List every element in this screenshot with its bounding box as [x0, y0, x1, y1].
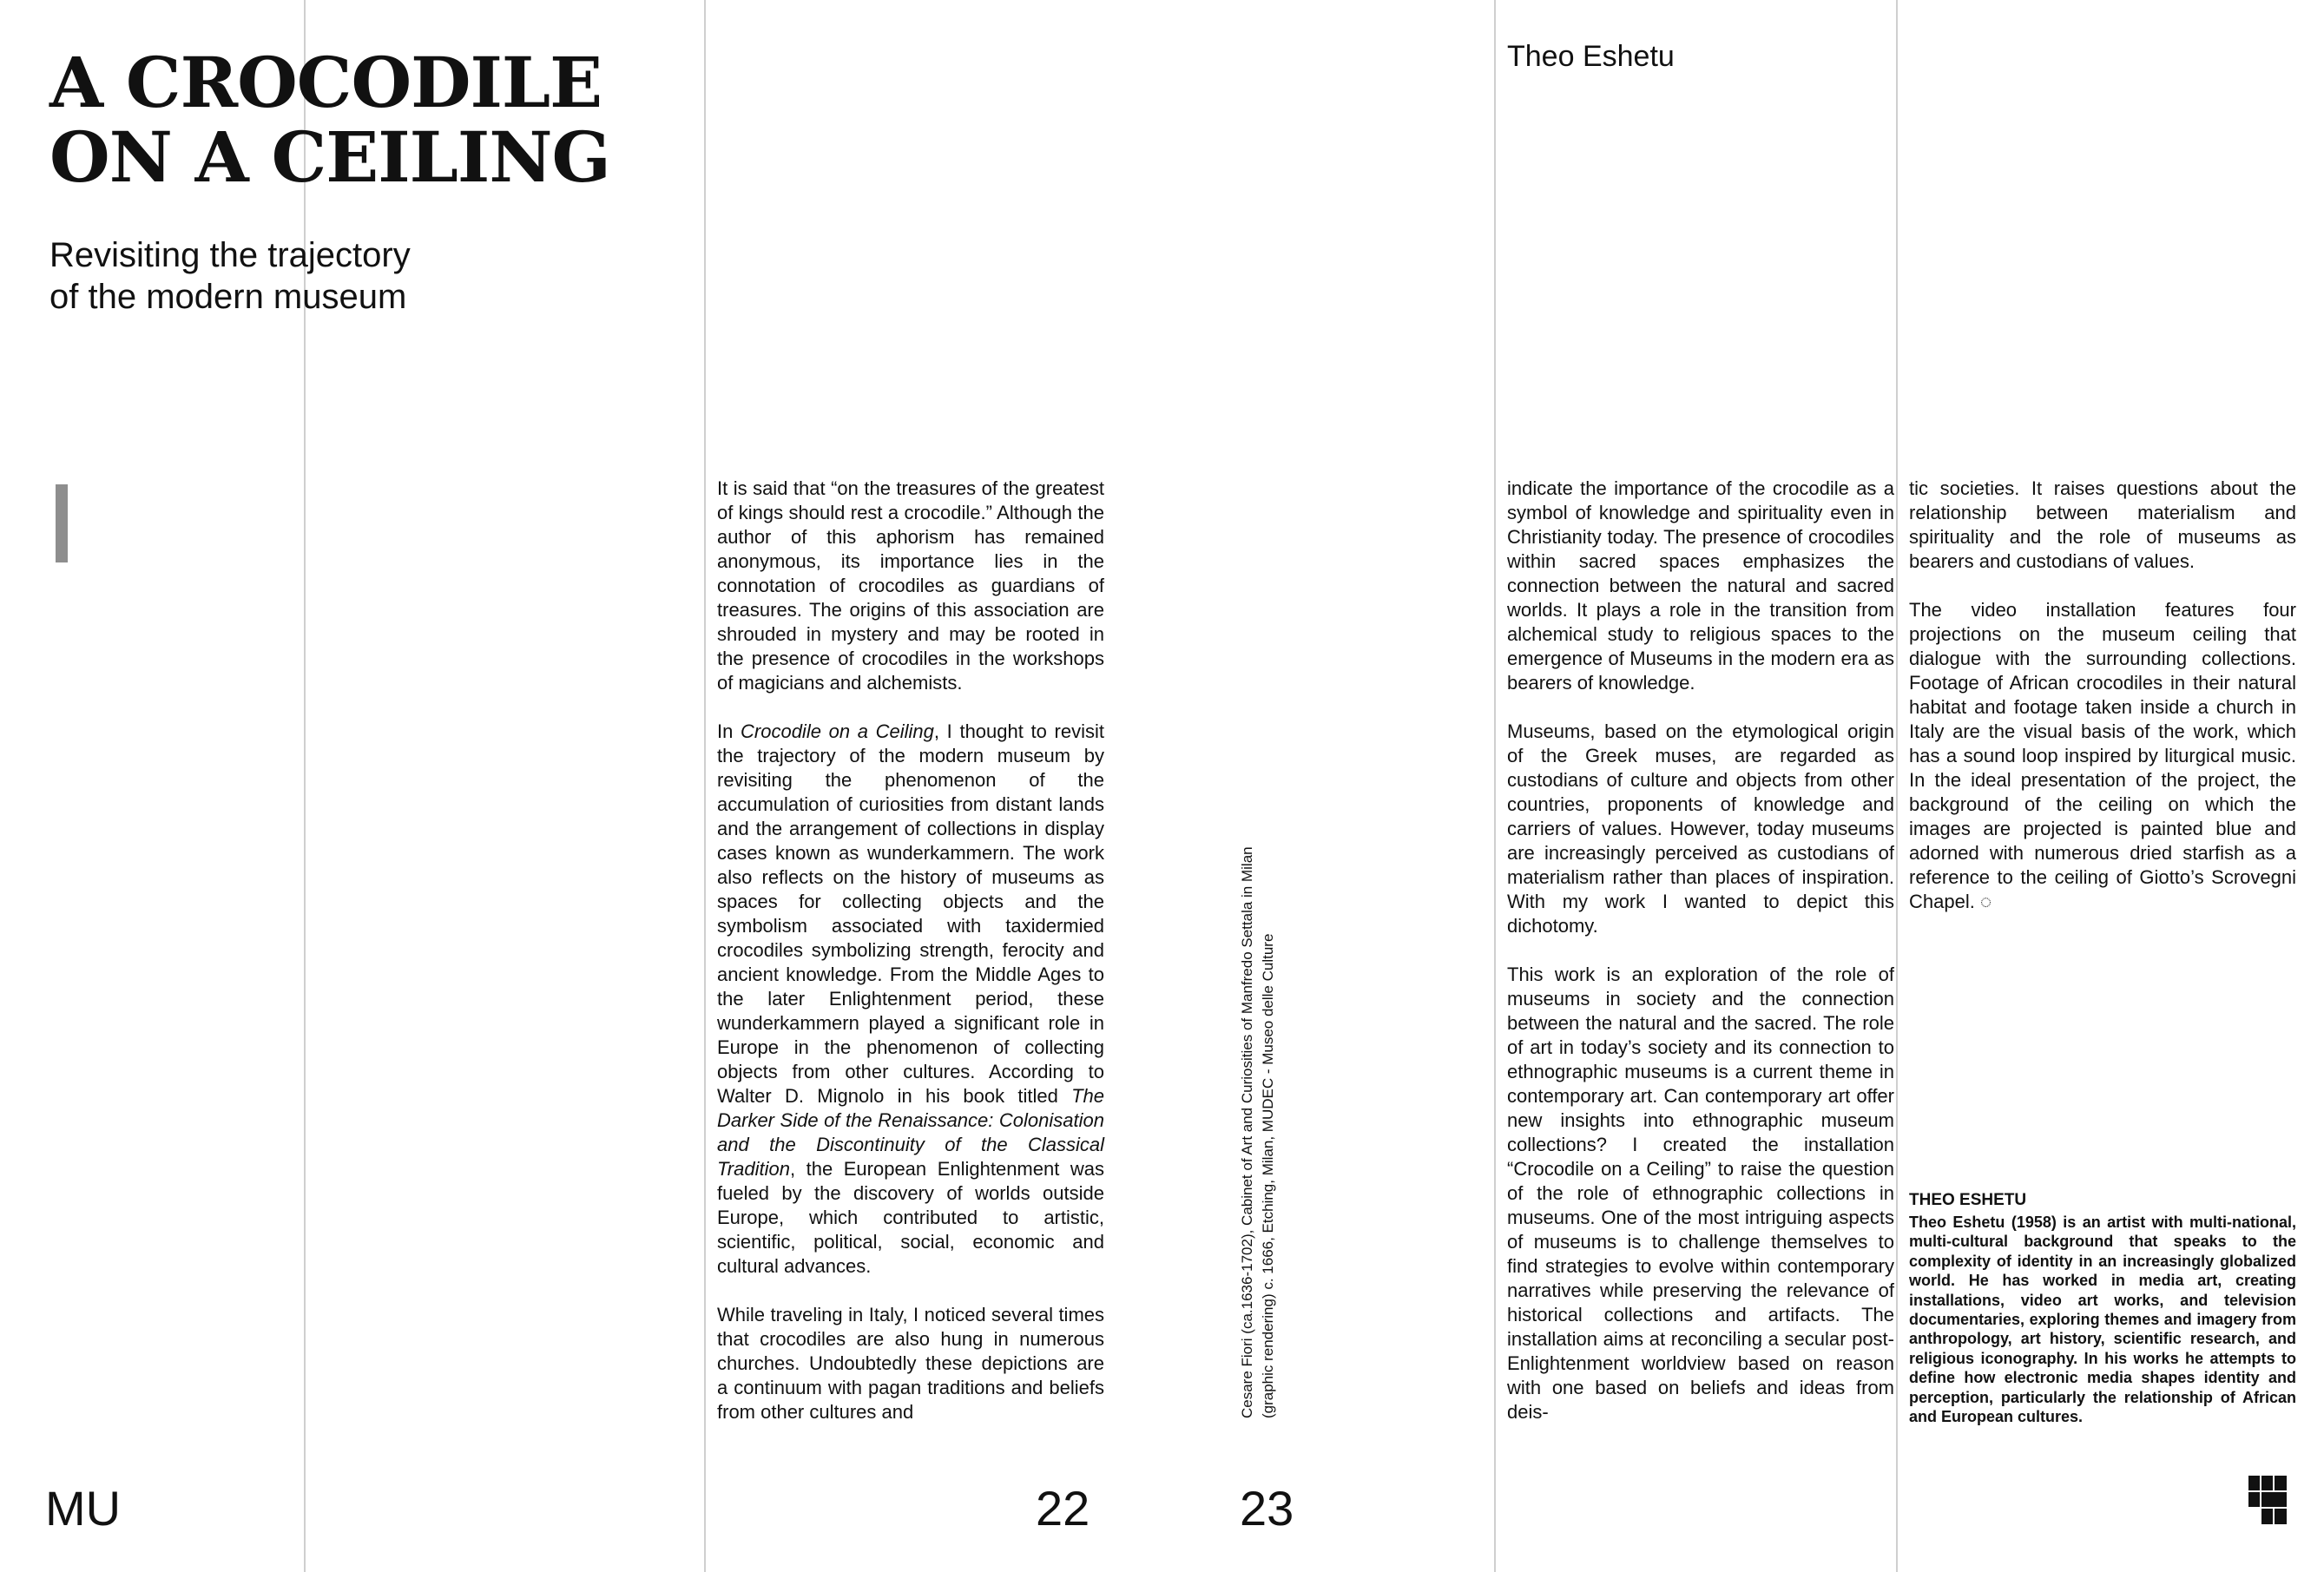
column-divider	[1494, 0, 1496, 1572]
magazine-logo-icon	[2248, 1476, 2287, 1524]
article-title	[49, 42, 610, 198]
body-paragraph	[717, 720, 1104, 1279]
bio-heading: THEO ESHETU	[1909, 1191, 2027, 1209]
subtitle-line-1: Revisiting the trajectory	[49, 236, 411, 274]
article-subtitle	[49, 234, 411, 318]
image-caption	[1237, 776, 1286, 1418]
body-text: In	[717, 720, 741, 742]
body-paragraph: It is said that “on the treasures of the greatest of kings should rest a crocodile.” Although the author of this aphorism has remained anonymous, its importance lies in the connotation of crocodiles as guardians of treasures. The origins of this association are shrouded in mystery and may be rooted in the presence of crocodiles in the workshops of magicians and alchemists.	[717, 477, 1104, 694]
body-paragraph: Museums, based on the etymological origin of the Greek muses, are regarded as custodians of culture and objects from other countries, proponents of knowledge and carriers of values. However, today museums are increasingly perceived as custodians of materialism rather than places of inspiration. With my work I wanted to depict this dichotomy.	[1507, 720, 1894, 937]
work-title: Crocodile on a Ceiling	[741, 720, 934, 742]
body-text: , the European Enlightenment was fueled by the discovery of worlds outside Europe, which contributed to artistic, scientific, political, social, economic and cultural advances.	[717, 1158, 1104, 1277]
title-line-2: ON A CEILING	[49, 116, 610, 198]
bio-text: Theo Eshetu (1958) is an artist with multi-national, multi-cultural background that speaks to the complexity of identity in an increasingly globalized world. He has worked in media art, creating installations, video art works, and television documentaries, exploring themes and imagery from anthropology, art history, scientific research, and religious iconography. In his works he attempts to define how electronic media shapes identity and perception, particularly the relationship of African and European cultures.	[1909, 1214, 2296, 1426]
body-paragraph: While traveling in Italy, I noticed several times that crocodiles are also hung in numerous churches. Undoubtedly these depictions are a continuum with pagan traditions and beliefs from other cultures and	[717, 1304, 1104, 1423]
book-title: The Darker Side of the Renaissance: Colonisation and the Discontinuity of the Classical Tradition	[717, 1085, 1104, 1180]
author-bio	[1909, 1190, 2296, 1426]
body-paragraph: indicate the importance of the crocodile as a symbol of knowledge and spirituality even in Christianity today. The presence of crocodiles within sacred spaces emphasizes the connection between the natural and sacred worlds. It plays a role in the transition from alchemical study to religious spaces to the emergence of Museums in the modern era as bearers of knowledge.	[1507, 477, 1894, 694]
body-paragraph: tic societies. It raises questions about the relationship between materialism and spirituality and the role of museums as bearers and custodians of values.	[1909, 477, 2296, 572]
page-number-left: 22	[1036, 1481, 1090, 1536]
caption-line-1: Cesare Fiori (ca.1636-1702), Cabinet of Art and Curiosities of Manfredo Settala in Milan	[1239, 846, 1255, 1418]
author-name: Theo Eshetu	[1507, 40, 1675, 73]
body-text: , I thought to revisit the trajectory of the modern museum by revisiting the phenomenon of the accumulation of curiosities from distant lands and the arrangement of collections in display cases known as wunderkammern. The work also reflects on the history of museums as spaces for collecting objects and the symbolism associated with taxidermied crocodiles symbolizing strength, ferocity and ancient knowledge. From the Middle Ages to the later Enlightenment period, these wunderkammern played a significant role in Europe in the phenomenon of collecting objects from other cultures. According to Walter D. Mignolo in his book titled	[717, 720, 1104, 1107]
body-paragraph: This work is an exploration of the role of museums in society and the connection between the natural and the sacred. The role of art in today’s society and its connection to ethnographic museums is a current theme in contemporary art. Can contemporary art offer new insights into ethnographic museum collections? I created the installation “Crocodile on a Ceiling” to raise the question of the role of ethnographic collections in museums. One of the most intriguing aspects of museums is to challenge themselves to find strategies to evolve within contemporary narratives while preserving the relevance of historical collections and artifacts. The installation aims at reconciling a secular post-Enlightenment worldview based on reason with one based on beliefs and ideas from deis-	[1507, 964, 1894, 1423]
column-divider	[1896, 0, 1898, 1572]
body-column-3	[1909, 477, 2296, 914]
page-number-right: 23	[1240, 1481, 1294, 1536]
magazine-mark: MU	[45, 1481, 122, 1536]
caption-line-2: (graphic rendering) c. 1666, Etching, Milan, MUDEC - Museo delle Culture	[1260, 933, 1276, 1418]
body-column-1	[717, 477, 1104, 1424]
body-column-2	[1507, 477, 1894, 1424]
body-paragraph: The video installation features four projections on the museum ceiling that dialogue with the surrounding collections. Footage of African crocodiles in their natural habitat and footage taken inside a church in Italy are the visual basis of the work, which has a sound loop inspired by liturgical music. In the ideal presentation of the project, the background of the ceiling on which the images are projected is painted blue and adorned with numerous dried starfish as a reference to the ceiling of Giotto’s Scrovegni Chapel. ◌	[1909, 599, 2296, 912]
section-marker	[56, 484, 68, 562]
title-line-1: A CROCODILE	[49, 42, 602, 123]
column-divider	[704, 0, 706, 1572]
subtitle-line-2: of the modern museum	[49, 278, 407, 316]
